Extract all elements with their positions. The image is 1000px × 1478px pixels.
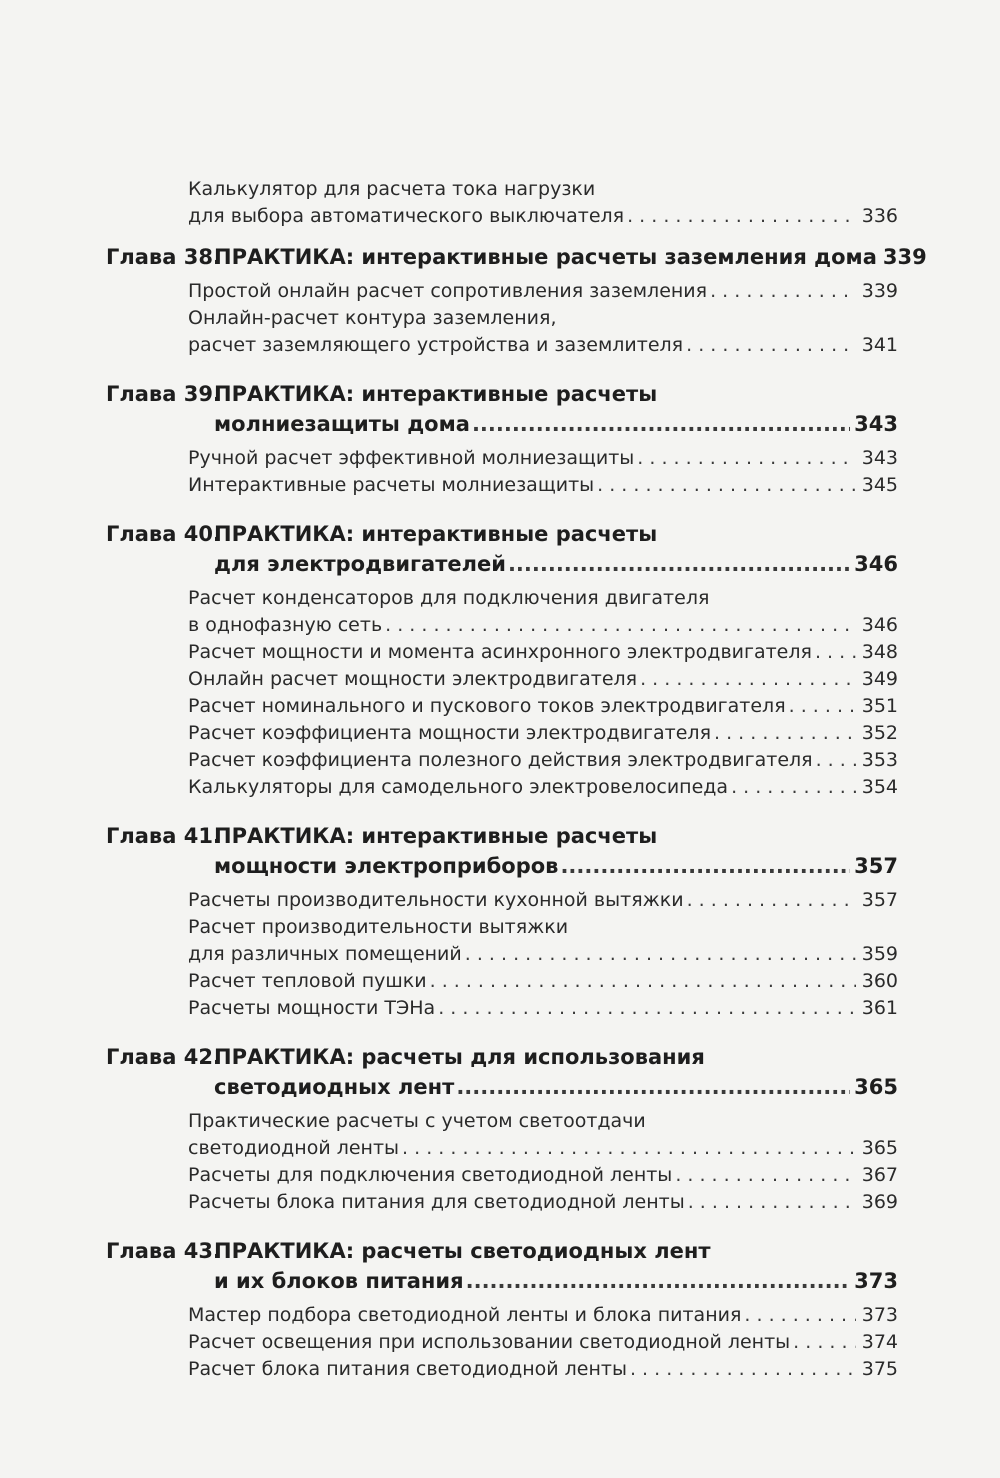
dot-leader (686, 332, 856, 359)
toc-entry-page: 336 (861, 205, 898, 227)
dot-leader (597, 472, 856, 499)
dot-leader (438, 995, 856, 1022)
chapter-title: ПРАКТИКА: расчеты светодиодных лент (214, 1239, 711, 1263)
chapter-heading-39 (106, 379, 898, 409)
toc-entry-title: светодиодной ленты (188, 1137, 400, 1159)
toc-entry (106, 1329, 898, 1356)
chapter-label: Глава 40. (106, 522, 221, 546)
toc-entry-title: расчет заземляющего устройства и заземлителя (188, 334, 684, 356)
chapter-title-cont: для электродвигателей (214, 552, 506, 576)
dot-leader (560, 851, 850, 881)
toc-entry (106, 203, 898, 230)
toc-entry-title: Ручной расчет эффективной молниезащиты (188, 447, 635, 469)
dot-leader (816, 747, 856, 774)
chapter-page: 365 (854, 1075, 898, 1099)
toc-entry-page: 352 (861, 722, 898, 744)
toc-entry-page: 349 (861, 668, 898, 690)
toc-entry (106, 332, 898, 359)
dot-leader (508, 549, 850, 579)
chapter-heading-39-cont (106, 409, 898, 439)
dot-leader (465, 941, 856, 968)
dot-leader (430, 968, 856, 995)
toc-entry-page: 374 (861, 1331, 898, 1353)
toc-entry-page: 353 (861, 749, 898, 771)
chapter-label: Глава 39. (106, 382, 221, 406)
toc-entry-title: Расчеты блока питания для светодиодной ленты (188, 1191, 685, 1213)
chapter-heading-43-cont (106, 1266, 898, 1296)
dot-leader (385, 612, 856, 639)
chapter-title: ПРАКТИКА: интерактивные расчеты (214, 382, 658, 406)
toc-entry (106, 720, 898, 747)
chapter-heading-40-cont (106, 549, 898, 579)
chapter-heading-41 (106, 821, 898, 851)
chapter-title: ПРАКТИКА: интерактивные расчеты (214, 824, 658, 848)
chapter-title: ПРАКТИКА: интерактивные расчеты заземления дома (214, 245, 877, 269)
dot-leader (466, 1266, 851, 1296)
dot-leader (640, 666, 856, 693)
chapter-page: 343 (854, 412, 898, 436)
dot-leader (630, 1356, 856, 1383)
toc-entry-title: Простой онлайн расчет сопротивления заземления (188, 280, 708, 302)
chapter-title-cont: молниезащиты дома (214, 412, 470, 436)
toc-entry (106, 1189, 898, 1216)
chapter-heading-43 (106, 1236, 898, 1266)
dot-leader (793, 1329, 856, 1356)
dot-leader (744, 1302, 855, 1329)
toc-entry (106, 941, 898, 968)
toc-entry-page: 345 (861, 474, 898, 496)
toc-entry (106, 1356, 898, 1383)
toc-entry (106, 693, 898, 720)
toc-entry-title: Расчет тепловой пушки (188, 970, 427, 992)
toc-entry-title: для различных помещений (188, 943, 462, 965)
toc-entry (106, 968, 898, 995)
toc-entry-page: 360 (861, 970, 898, 992)
chapter-label: Глава 42. (106, 1045, 221, 1069)
toc-entry (106, 666, 898, 693)
toc-entry-title: Расчеты для подключения светодиодной ленты (188, 1164, 673, 1186)
chapter-heading-40 (106, 519, 898, 549)
dot-leader (472, 409, 850, 439)
toc-entry-title: Мастер подбора светодиодной ленты и блока питания (188, 1304, 742, 1326)
toc-entry (106, 612, 898, 639)
toc-entry-page: 357 (861, 889, 898, 911)
dot-leader (815, 639, 856, 666)
toc-entry-page: 341 (861, 334, 898, 356)
toc-entry-line1: Практические расчеты с учетом светоотдачи (188, 1110, 646, 1132)
dot-leader (627, 203, 856, 230)
toc-entry (106, 1135, 898, 1162)
dot-leader (675, 1162, 855, 1189)
toc-entry-line1: Калькулятор для расчета тока нагрузки (188, 178, 596, 200)
toc-entry-line1: Расчет производительности вытяжки (188, 916, 569, 938)
toc-entry (106, 639, 898, 666)
toc-entry-title: Расчеты производительности кухонной вытяжки (188, 889, 684, 911)
chapter-label: Глава 41. (106, 824, 221, 848)
toc-entry-title: Расчет блока питания светодиодной ленты (188, 1358, 627, 1380)
chapter-label: Глава 43. (106, 1239, 221, 1263)
dot-leader (637, 445, 855, 472)
toc-entry-title: в однофазную сеть (188, 614, 383, 636)
toc-entry (106, 747, 898, 774)
toc-entry-page: 367 (861, 1164, 898, 1186)
dot-leader (402, 1135, 856, 1162)
chapter-label: Глава 38. (106, 245, 221, 269)
chapter-title: ПРАКТИКА: интерактивные расчеты (214, 522, 658, 546)
table-of-contents (106, 176, 927, 1383)
toc-entry-title: Расчет коэффициента полезного действия электродвигателя (188, 749, 813, 771)
toc-entry (106, 887, 898, 914)
chapter-title-cont: светодиодных лент (214, 1075, 455, 1099)
chapter-heading-41-cont (106, 851, 898, 881)
chapter-heading-42-cont (106, 1072, 898, 1102)
toc-entry-title: Расчет коэффициента мощности электродвигателя (188, 722, 712, 744)
toc-entry-title: Интерактивные расчеты молниезащиты (188, 474, 595, 496)
chapter-title-cont: мощности электроприборов (214, 854, 559, 878)
toc-entry (106, 445, 898, 472)
dot-leader (456, 1072, 850, 1102)
toc-entry-line1: Онлайн-расчет контура заземления, (188, 307, 557, 329)
toc-entry-title: Расчет номинального и пускового токов электродвигателя (188, 695, 786, 717)
chapter-title-cont: и их блоков питания (214, 1269, 464, 1293)
toc-entry-page: 361 (861, 997, 898, 1019)
chapter-page: 357 (854, 854, 898, 878)
toc-entry-page: 346 (861, 614, 898, 636)
toc-entry (106, 995, 898, 1022)
toc-entry-title: для выбора автоматического выключателя (188, 205, 625, 227)
toc-entry-page: 348 (861, 641, 898, 663)
toc-entry-page: 359 (861, 943, 898, 965)
toc-entry (106, 1302, 898, 1329)
chapter-page: 346 (854, 552, 898, 576)
toc-entry-title: Расчет освещения при использовании светодиодной ленты (188, 1331, 791, 1353)
toc-entry-page: 343 (861, 447, 898, 469)
toc-entry-title: Расчет мощности и момента асинхронного электродвигателя (188, 641, 812, 663)
toc-entry-page: 365 (861, 1137, 898, 1159)
chapter-title: ПРАКТИКА: расчеты для использования (214, 1045, 705, 1069)
toc-entry-line1: Расчет конденсаторов для подключения двигателя (188, 587, 710, 609)
chapter-heading-38 (106, 242, 927, 272)
chapter-page: 373 (854, 1269, 898, 1293)
toc-entry-title: Расчеты мощности ТЭНа (188, 997, 436, 1019)
chapter-page: 339 (882, 245, 927, 269)
dot-leader (789, 693, 856, 720)
dot-leader (714, 720, 856, 747)
toc-entry-page: 373 (861, 1304, 898, 1326)
toc-entry-title: Онлайн расчет мощности электродвигателя (188, 668, 638, 690)
toc-entry-title: Калькуляторы для самодельного электровелосипеда (188, 776, 729, 798)
dot-leader (687, 887, 856, 914)
dot-leader (710, 278, 856, 305)
dot-leader (731, 774, 856, 801)
toc-entry (106, 774, 898, 801)
toc-entry-page: 351 (861, 695, 898, 717)
toc-entry-page: 369 (861, 1191, 898, 1213)
toc-entry-page: 339 (861, 280, 898, 302)
chapter-heading-42 (106, 1042, 898, 1072)
toc-entry-page: 375 (861, 1358, 898, 1380)
toc-entry (106, 1162, 898, 1189)
toc-entry-page: 354 (861, 776, 898, 798)
toc-entry (106, 278, 898, 305)
toc-entry (106, 472, 898, 499)
dot-leader (688, 1189, 856, 1216)
